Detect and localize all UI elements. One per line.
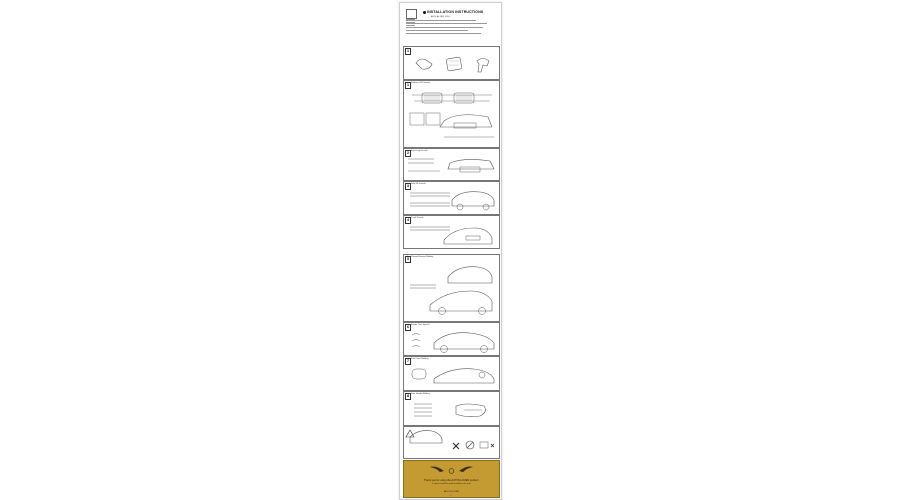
- cross-icon: [453, 443, 459, 449]
- caution-illustration: [404, 427, 499, 458]
- step-bumper-panel: [403, 254, 500, 322]
- step-number: 1: [407, 49, 409, 53]
- step-fuel-panel: [403, 356, 500, 391]
- safety-notes: [406, 20, 494, 36]
- step-number: 3: [407, 184, 409, 188]
- fender-illustration: [404, 323, 499, 355]
- step-label: Chrome Bumper Molding: [411, 256, 434, 259]
- step-sidesill-panel: [403, 181, 500, 215]
- step-label: Radiator Grill Garnish: [411, 82, 431, 85]
- thank-you-text: Thank you for using the AUTOCLOVER product.: [423, 479, 480, 482]
- step-label: Fuel Cover Molding: [411, 358, 429, 361]
- step-number: 1: [407, 83, 409, 87]
- brand-name: AUTOCLOVER: [443, 491, 460, 493]
- bullet-icon: [423, 11, 426, 14]
- step-label: Fog Lamp Garnish: [411, 150, 428, 153]
- step-doorhandle-panel: [403, 391, 500, 426]
- document-subtitle: AUDI A4 (B9) 2016-: [431, 16, 451, 18]
- sidesill-illustration: [404, 182, 499, 214]
- brand-logo: [406, 9, 417, 19]
- wing-logo-icon: [404, 461, 499, 479]
- step-label: Side Sill Garnish: [411, 183, 426, 186]
- thank-you-banner: [403, 460, 500, 498]
- step-grill-panel: [403, 80, 500, 148]
- grill-illustration: [404, 81, 499, 147]
- fuel-illustration: [404, 357, 499, 390]
- page-number: 1/1: [449, 495, 452, 497]
- step-fender-panel: [403, 322, 500, 356]
- step-number: 7: [407, 359, 409, 363]
- foglamp-illustration: [404, 149, 499, 180]
- step-number: 4: [407, 218, 409, 222]
- caution-panel: [403, 426, 500, 459]
- step-number: 2: [407, 151, 409, 155]
- step-number: 6: [407, 325, 409, 329]
- step-label: Trunk Garnish: [411, 217, 424, 220]
- step-label: Door Handle Molding: [411, 393, 430, 396]
- step-tools-panel: [403, 46, 500, 80]
- doorhandle-illustration: [404, 392, 499, 425]
- trunk-illustration: [404, 216, 499, 248]
- step-label: Fender Trim Garnish: [411, 324, 430, 327]
- step-number: 5: [407, 257, 409, 261]
- step-number: 8: [407, 394, 409, 398]
- bumper-illustration: [404, 255, 499, 321]
- warning-icon: [406, 430, 414, 437]
- tools-illustration: [404, 47, 499, 79]
- step-foglamp-panel: [403, 148, 500, 181]
- step-trunk-panel: [403, 215, 500, 249]
- footer-line: Complete installation guide available on the web.: [432, 483, 471, 485]
- instruction-sheet: [399, 2, 502, 500]
- document-title: INSTALLATION INSTRUCTIONS: [423, 10, 483, 14]
